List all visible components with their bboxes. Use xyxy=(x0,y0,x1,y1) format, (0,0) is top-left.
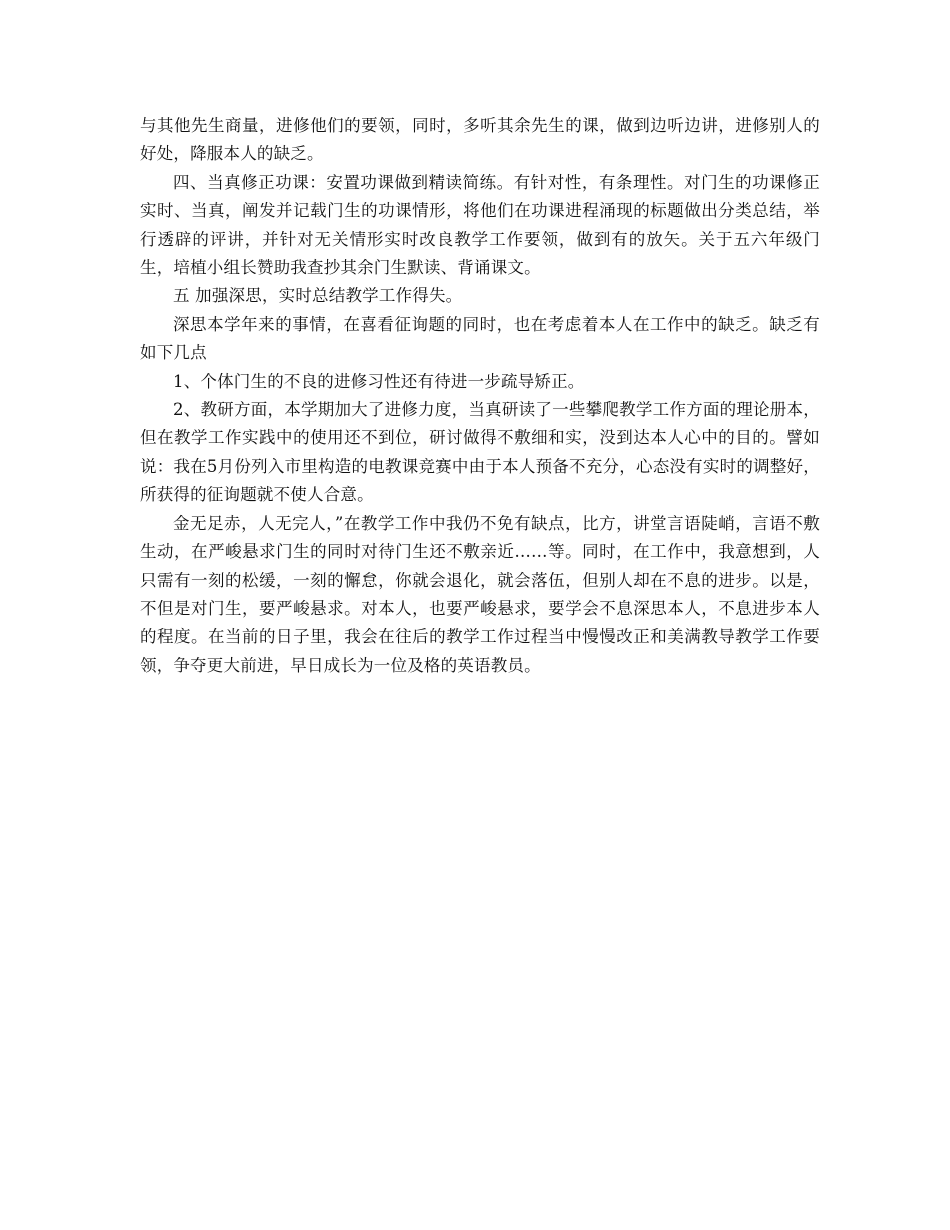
paragraph-3: 五 加强深思，实时总结教学工作得失。 xyxy=(173,286,463,306)
paragraph-1: 与其他先生商量，进修他们的要领，同时，多听其余先生的课，做到边听边讲，进修别人的好处，降服本人的缺乏。 xyxy=(140,116,820,164)
paragraph-5: 1、个体门生的不良的进修习性还有待进一步疏导矫正。 xyxy=(173,371,585,391)
paragraph-4: 深思本学年来的事情，在喜看征询题的同时，也在考虑着本人在工作中的缺乏。缺乏有如下几点 xyxy=(140,314,820,363)
paragraph-2: 四、当真修正功课：安置功课做到精读简练。有针对性，有条理性。对门生的功课修正实时、当真，阐发并记载门生的功课情形，将他们在功课进程涌现的标题做出分类总结，举行透辟的评讲，并针对无关情形实时改良教学工作要领，做到有的放矢。关于五六年级门生，培植小组长赞助我查抄其余门生默读、背诵课文。 xyxy=(140,172,820,278)
paragraph-7: 金无足赤，人无完人，”在教学工作中我仍不免有缺点，比方，讲堂言语陡峭，言语不敷生动，在严峻悬求门生的同时对待门生还不敷亲近……等。同时，在工作中，我意想到，人只需有一刻的松缓，一刻的懈怠，你就会退化，就会落伍，但别人却在不息的进步。以是，不但是对门生，要严峻悬求。对本人，也要严峻悬求，要学会不息深思本人，不息进步本人的程度。在当前的日子里，我会在往后的教学工作过程当中慢慢改正和美满教导教学工作要领，争夺更大前进，早日成长为一位及格的英语教员。 xyxy=(140,513,820,675)
paragraph-6: 2、教研方面，本学期加大了进修力度，当真研读了一些攀爬教学工作方面的理论册本，但在教学工作实践中的使用还不到位，研讨做得不敷细和实，没到达本人心中的目的。譬如说：我在5月份列入市里构造的电教课竞赛中由于本人预备不充分，心态没有实时的调整好，所获得的征询题就不使人合意。 xyxy=(140,400,820,505)
document-page xyxy=(140,112,820,680)
